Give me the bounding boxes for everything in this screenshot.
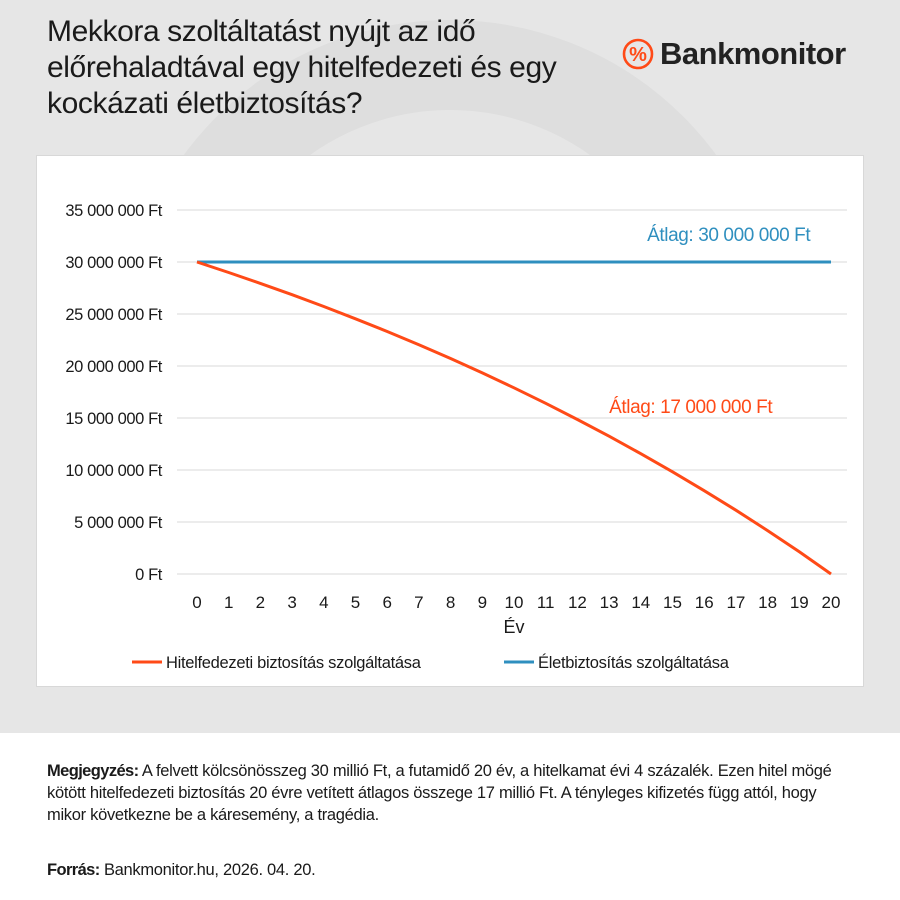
x-tick-label: 3 bbox=[287, 593, 297, 612]
x-tick-label: 8 bbox=[445, 593, 456, 612]
note-label: Megjegyzés: bbox=[47, 762, 139, 780]
x-tick-label: 16 bbox=[694, 593, 714, 612]
logo-text: Bankmonitor bbox=[660, 36, 846, 71]
x-tick-label: 18 bbox=[758, 593, 778, 612]
x-tick-label: 7 bbox=[414, 593, 424, 612]
y-tick-label: 35 000 000 Ft bbox=[65, 202, 162, 220]
source bbox=[47, 861, 315, 880]
x-tick-label: 14 bbox=[631, 593, 651, 612]
x-tick-label: 17 bbox=[726, 593, 746, 612]
footnote bbox=[47, 760, 837, 826]
annotation-1: Átlag: 17 000 000 Ft bbox=[609, 396, 773, 418]
legend-label-0: Hitelfedezeti biztosítás szolgáltatása bbox=[166, 654, 421, 672]
x-tick-label: 15 bbox=[663, 593, 682, 612]
x-tick-label: 10 bbox=[504, 593, 524, 612]
svg-text:%: % bbox=[629, 44, 647, 66]
x-tick-label: 1 bbox=[223, 593, 234, 612]
x-tick-label: 2 bbox=[255, 593, 266, 612]
chart-card bbox=[36, 155, 864, 687]
annotation-0: Átlag: 30 000 000 Ft bbox=[647, 225, 811, 247]
source-text: Bankmonitor.hu, 2026. 04. 20. bbox=[99, 861, 316, 879]
source-label: Forrás: bbox=[47, 861, 100, 879]
x-axis-label: Év bbox=[503, 617, 525, 637]
y-tick-label: 5 000 000 Ft bbox=[74, 514, 162, 532]
line-chart bbox=[37, 156, 865, 688]
y-tick-label: 30 000 000 Ft bbox=[65, 254, 162, 272]
x-tick-label: 20 bbox=[821, 593, 841, 612]
page-title: Mekkora szoltáltatást nyújt az idő előrehaladtával egy hitelfedezeti és egy kockázati életbiztosítás? bbox=[47, 15, 557, 120]
y-tick-label: 25 000 000 Ft bbox=[65, 306, 162, 324]
y-tick-label: 20 000 000 Ft bbox=[65, 358, 162, 376]
x-tick-label: 0 bbox=[192, 593, 202, 612]
y-tick-label: 15 000 000 Ft bbox=[65, 410, 162, 428]
x-tick-label: 19 bbox=[789, 593, 809, 612]
percent-circle-icon bbox=[622, 38, 654, 70]
x-tick-label: 9 bbox=[477, 593, 488, 612]
y-tick-label: 0 Ft bbox=[135, 566, 162, 584]
x-tick-label: 5 bbox=[350, 593, 361, 612]
x-tick-label: 12 bbox=[567, 593, 587, 612]
y-tick-label: 10 000 000 Ft bbox=[65, 462, 162, 480]
x-tick-label: 6 bbox=[382, 593, 392, 612]
x-tick-label: 4 bbox=[319, 593, 329, 612]
x-tick-label: 13 bbox=[599, 593, 619, 612]
legend-label-1: Életbiztosítás szolgáltatása bbox=[538, 654, 729, 672]
logo bbox=[622, 36, 846, 72]
x-tick-label: 11 bbox=[536, 593, 555, 612]
note-text: A felvett kölcsönösszeg 30 millió Ft, a futamidő 20 év, a hitelkamat évi 4 százalék. Ezen hitel mögé kötött hitelfedezeti biztosítás 20 évre vetített átlagos összege 17 millió Ft. A tényleges kifizetés függ attól, hogy mikor következne be a káresemény, a tragédia. bbox=[47, 762, 832, 824]
